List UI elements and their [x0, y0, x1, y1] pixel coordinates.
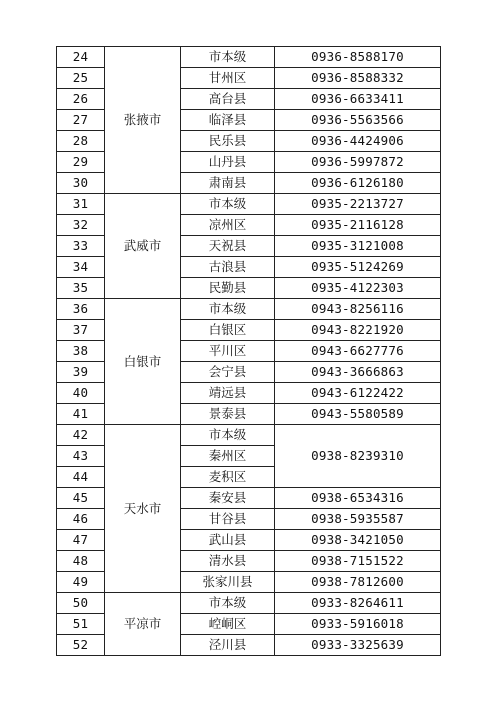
county-cell: 山丹县	[181, 152, 275, 173]
city-cell: 张掖市	[105, 47, 181, 194]
row-number-cell: 50	[57, 593, 105, 614]
county-cell: 白银区	[181, 320, 275, 341]
table-row	[57, 425, 441, 446]
phone-cell: 0935-2116128	[275, 215, 441, 236]
county-cell: 肃南县	[181, 173, 275, 194]
phone-cell: 0936-8588170	[275, 47, 441, 68]
county-cell: 泾川县	[181, 635, 275, 656]
row-number-cell: 35	[57, 278, 105, 299]
row-number-cell: 39	[57, 362, 105, 383]
county-cell: 市本级	[181, 425, 275, 446]
county-cell: 市本级	[181, 47, 275, 68]
row-number-cell: 30	[57, 173, 105, 194]
county-cell: 清水县	[181, 551, 275, 572]
row-number-cell: 46	[57, 509, 105, 530]
row-number-cell: 42	[57, 425, 105, 446]
phone-cell: 0933-3325639	[275, 635, 441, 656]
row-number-cell: 51	[57, 614, 105, 635]
phone-cell: 0935-5124269	[275, 257, 441, 278]
county-cell: 天祝县	[181, 236, 275, 257]
county-cell: 甘谷县	[181, 509, 275, 530]
row-number-cell: 45	[57, 488, 105, 509]
contact-table-body	[57, 47, 441, 656]
row-number-cell: 24	[57, 47, 105, 68]
row-number-cell: 26	[57, 89, 105, 110]
phone-cell: 0936-5563566	[275, 110, 441, 131]
phone-cell: 0938-3421050	[275, 530, 441, 551]
county-cell: 景泰县	[181, 404, 275, 425]
county-cell: 民勤县	[181, 278, 275, 299]
county-cell: 凉州区	[181, 215, 275, 236]
row-number-cell: 27	[57, 110, 105, 131]
phone-cell: 0943-8256116	[275, 299, 441, 320]
phone-cell: 0938-6534316	[275, 488, 441, 509]
row-number-cell: 32	[57, 215, 105, 236]
phone-cell: 0938-8239310	[275, 425, 441, 488]
county-cell: 临泽县	[181, 110, 275, 131]
row-number-cell: 43	[57, 446, 105, 467]
phone-cell: 0943-5580589	[275, 404, 441, 425]
row-number-cell: 36	[57, 299, 105, 320]
phone-cell: 0943-6627776	[275, 341, 441, 362]
city-cell: 平凉市	[105, 593, 181, 656]
phone-cell: 0933-8264611	[275, 593, 441, 614]
row-number-cell: 37	[57, 320, 105, 341]
table-row	[57, 194, 441, 215]
county-cell: 市本级	[181, 194, 275, 215]
phone-cell: 0936-5997872	[275, 152, 441, 173]
county-cell: 市本级	[181, 593, 275, 614]
phone-cell: 0938-5935587	[275, 509, 441, 530]
phone-cell: 0938-7151522	[275, 551, 441, 572]
contact-table	[56, 46, 441, 656]
city-cell: 武威市	[105, 194, 181, 299]
row-number-cell: 33	[57, 236, 105, 257]
row-number-cell: 31	[57, 194, 105, 215]
county-cell: 张家川县	[181, 572, 275, 593]
table-row	[57, 47, 441, 68]
phone-cell: 0936-8588332	[275, 68, 441, 89]
row-number-cell: 49	[57, 572, 105, 593]
row-number-cell: 28	[57, 131, 105, 152]
phone-cell: 0935-3121008	[275, 236, 441, 257]
county-cell: 崆峒区	[181, 614, 275, 635]
row-number-cell: 40	[57, 383, 105, 404]
phone-cell: 0943-3666863	[275, 362, 441, 383]
county-cell: 会宁县	[181, 362, 275, 383]
row-number-cell: 29	[57, 152, 105, 173]
row-number-cell: 44	[57, 467, 105, 488]
phone-cell: 0935-2213727	[275, 194, 441, 215]
phone-cell: 0936-6126180	[275, 173, 441, 194]
county-cell: 秦州区	[181, 446, 275, 467]
row-number-cell: 41	[57, 404, 105, 425]
phone-cell: 0936-4424906	[275, 131, 441, 152]
phone-cell: 0938-7812600	[275, 572, 441, 593]
row-number-cell: 38	[57, 341, 105, 362]
phone-cell: 0943-8221920	[275, 320, 441, 341]
row-number-cell: 47	[57, 530, 105, 551]
table-row	[57, 299, 441, 320]
county-cell: 民乐县	[181, 131, 275, 152]
phone-cell: 0933-5916018	[275, 614, 441, 635]
county-cell: 高台县	[181, 89, 275, 110]
county-cell: 靖远县	[181, 383, 275, 404]
county-cell: 平川区	[181, 341, 275, 362]
phone-cell: 0936-6633411	[275, 89, 441, 110]
phone-cell: 0943-6122422	[275, 383, 441, 404]
row-number-cell: 34	[57, 257, 105, 278]
county-cell: 麦积区	[181, 467, 275, 488]
row-number-cell: 48	[57, 551, 105, 572]
city-cell: 天水市	[105, 425, 181, 593]
phone-cell: 0935-4122303	[275, 278, 441, 299]
county-cell: 武山县	[181, 530, 275, 551]
county-cell: 秦安县	[181, 488, 275, 509]
county-cell: 甘州区	[181, 68, 275, 89]
row-number-cell: 25	[57, 68, 105, 89]
row-number-cell: 52	[57, 635, 105, 656]
table-row	[57, 593, 441, 614]
county-cell: 市本级	[181, 299, 275, 320]
city-cell: 白银市	[105, 299, 181, 425]
county-cell: 古浪县	[181, 257, 275, 278]
